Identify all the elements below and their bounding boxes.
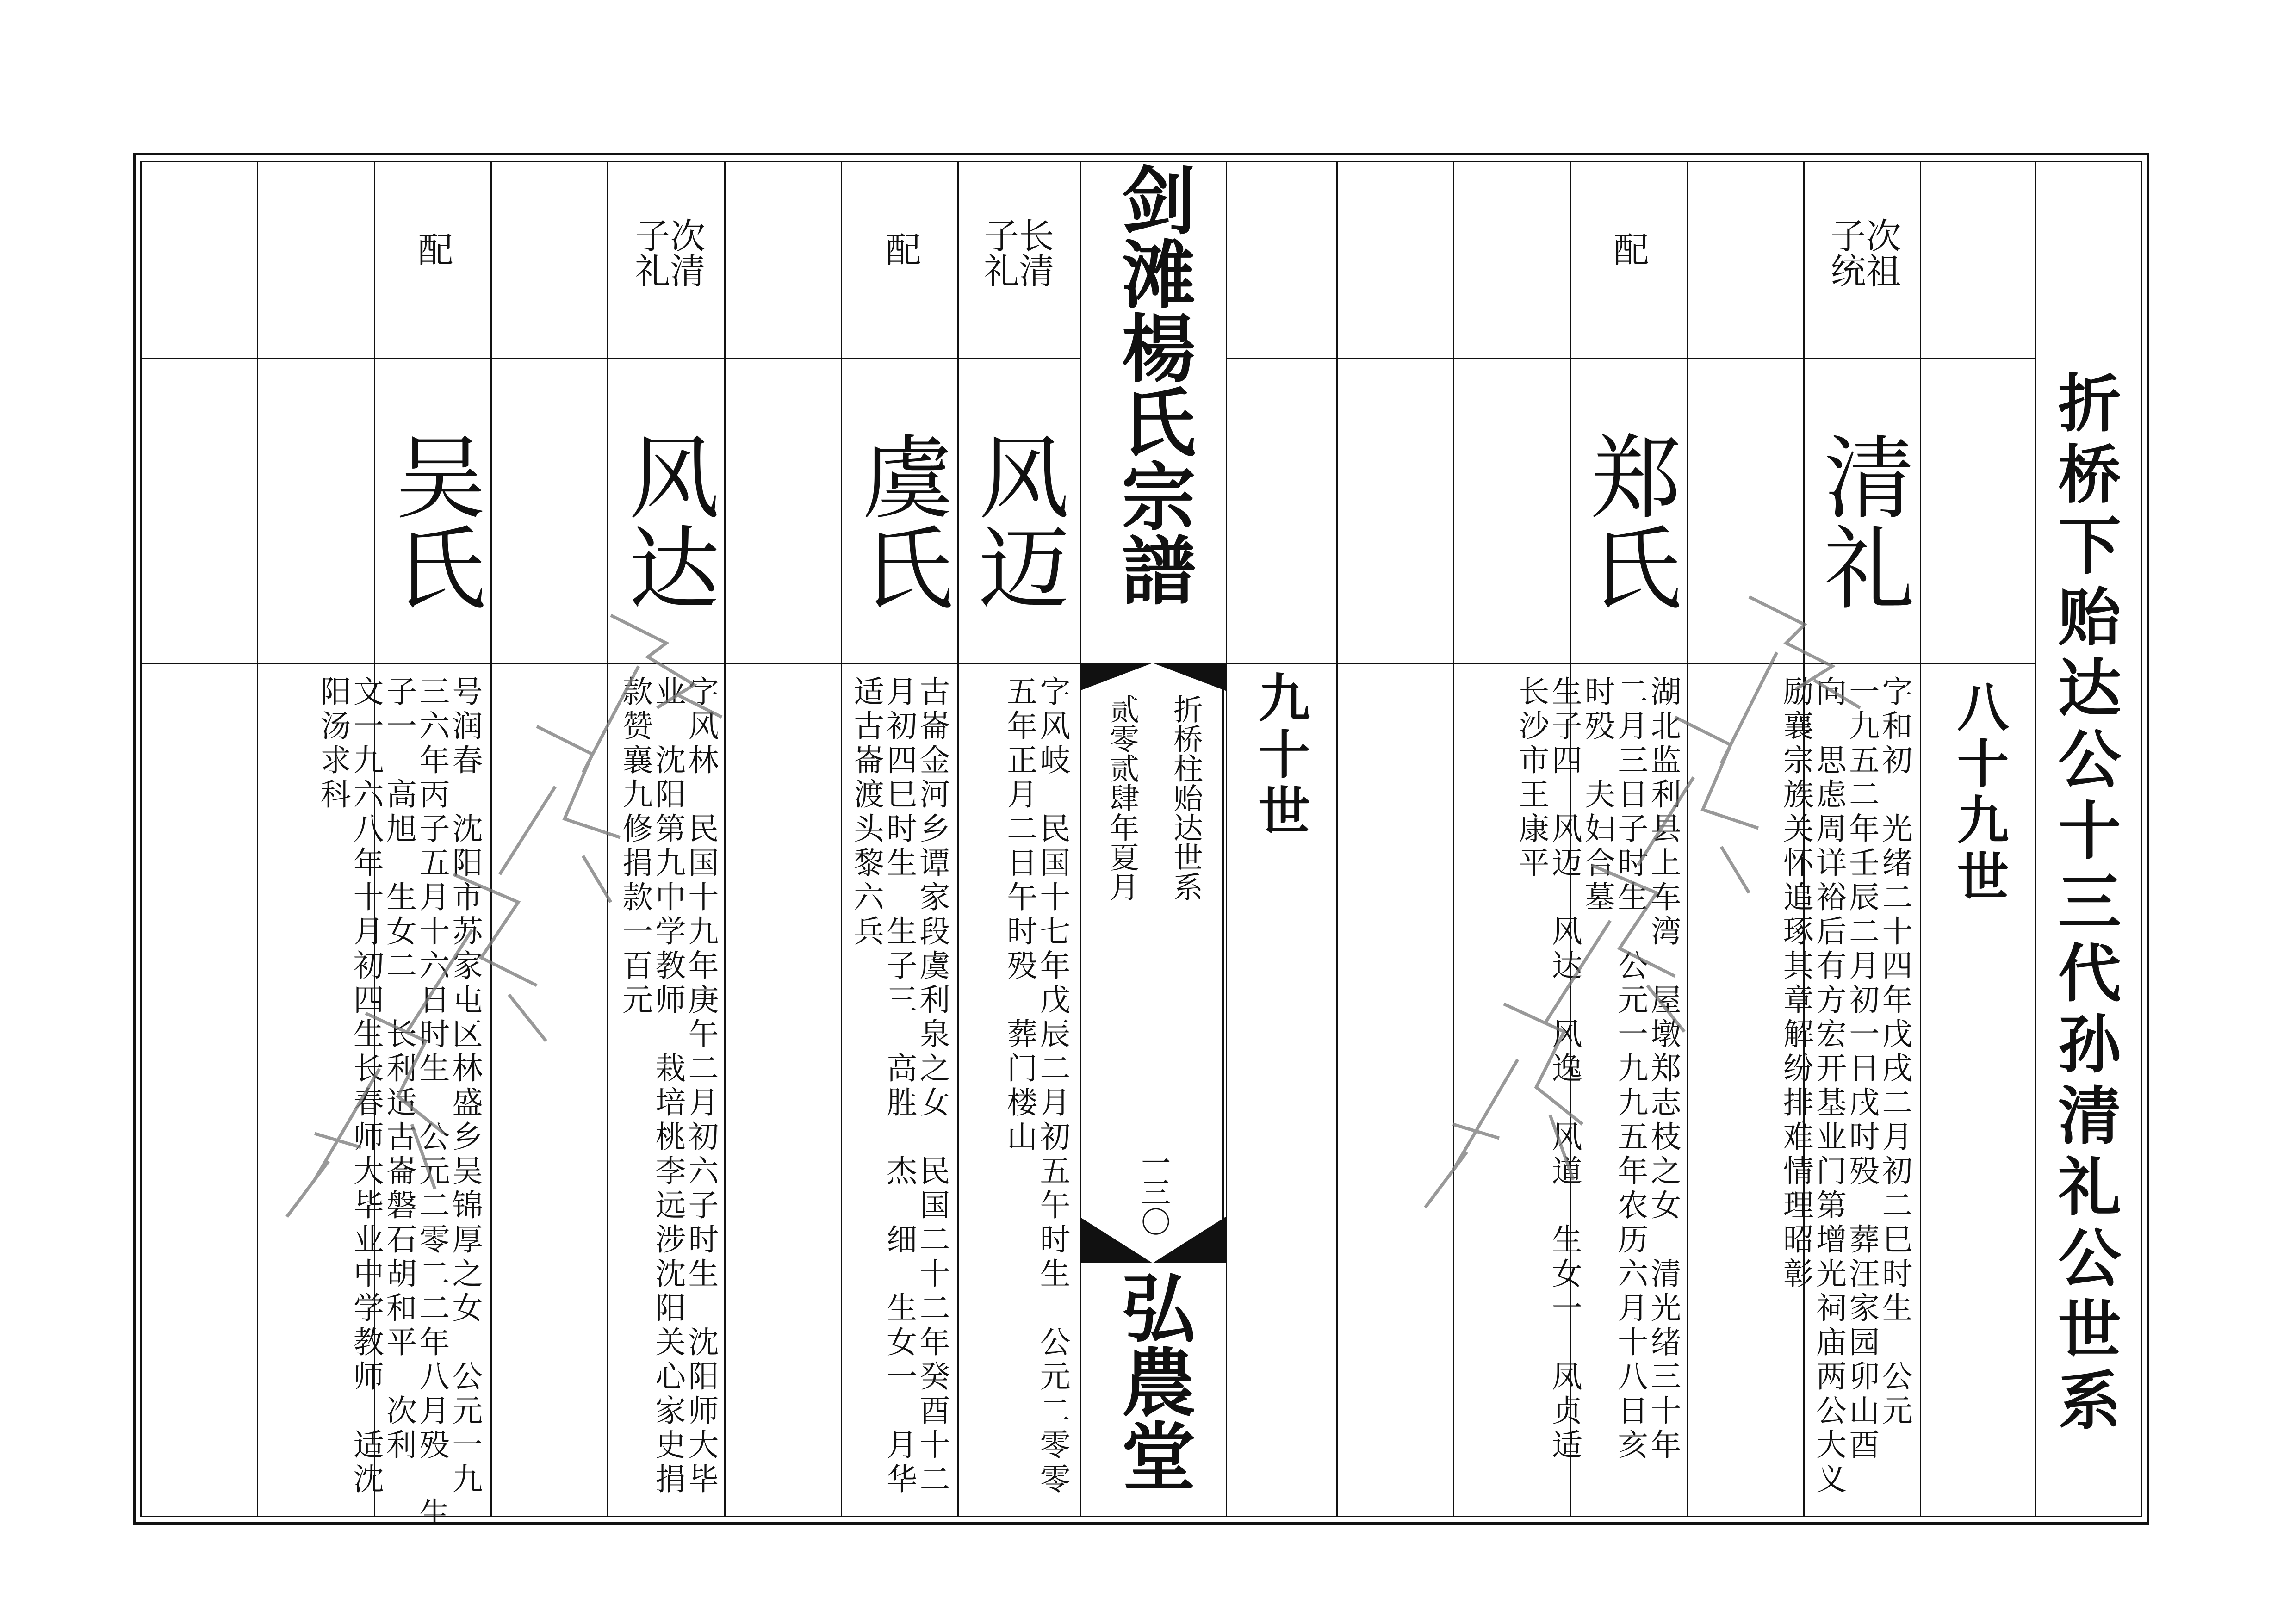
spine-top-wedge [1080, 663, 1226, 719]
column-rule [1226, 161, 1227, 1517]
column-rule [2035, 161, 2036, 1517]
name-row-rule-right [1226, 663, 2035, 664]
relation-header-yu: 配 [880, 231, 921, 266]
column-rule [724, 161, 726, 1517]
biography-zheng: 湖北监利县上车湾 屋墩郑志枝之女 清光绪三十年 二月三日子时生 公元一九九五年农历六月十八日亥 时殁 夫妇合墓 生子四 风迈 风达 风逸 风道 生女一 凤贞适 长沙市王康平 [1513, 675, 1681, 1463]
spine-page-number: 一三〇 [1136, 1147, 1170, 1236]
column-rule [1336, 161, 1338, 1517]
column-rule [490, 161, 492, 1517]
person-name-fengda: 风达 [615, 430, 716, 612]
spine-brand-bottom: 弘農堂 [1109, 1270, 1196, 1492]
relation-header-zheng: 配 [1608, 231, 1649, 266]
name-row-rule-left [140, 663, 1080, 664]
relation-header-fengda: 次清 子礼 [629, 217, 706, 288]
relation-header-wu: 配 [412, 231, 453, 266]
generation-label-89: 八十九世 [1948, 680, 2009, 906]
header-row-rule-left [140, 358, 1080, 359]
column-rule [1920, 161, 1921, 1517]
spine-branch-label: 折桥柱贻达世系 [1168, 694, 1203, 901]
spine-brand-top: 剑滩楊氏宗譜 [1109, 162, 1196, 606]
column-rule [957, 161, 959, 1517]
relation-header-qingli: 次祖 子统 [1825, 217, 1901, 288]
person-name-fengmai: 风迈 [965, 430, 1066, 612]
column-rule [1687, 161, 1688, 1517]
person-name-yu: 虞氏 [849, 430, 949, 612]
biography-fengda: 字风林 民国十九年庚午二月初六子时生 沈阳师大毕 业 沈阳第九中学教师 栽培桃李远涉沈阳关心家史捐 款赞襄九修捐款一百元 [617, 675, 719, 1497]
person-name-wu: 吴氏 [382, 430, 482, 612]
biography-yu: 古崙金河乡谭家段虞利泉之女 民国二十二年癸酉十二 月初四巳时生 生子三 高胜 杰 细 生女一 月华 适古崙渡头黎六兵 [848, 675, 950, 1497]
spine-date-label: 贰零贰肆年夏月 [1105, 694, 1139, 901]
biography-fengmai: 字风岐 民国十七年戊辰二月初五午时生 公元二零零 五年正月二日午时殁 葬门楼山 [1001, 675, 1070, 1497]
biography-wu: 号润春 沈阳市苏家屯区林盛乡吴锦厚之女 公元一九 三六年丙子五月十六日时生 公元二零二二年八月殁 生 子一 高旭 生女二 长利适古崙磐石胡和平 次利 文一九六八年十月初四生长春师大毕业中学教师 适沈 阳汤求科 [315, 675, 483, 1531]
biography-qingli: 字和初 光绪二十四年戊戌二月初二巳时生 公元 一九五二年壬辰二月初一日戌时殁 葬汪家园卯山酉 向 思虑周详裕后有方宏开基业门第增光祠庙两公大义 励襄宗族关怀追琢其章解纷排难情理昭彰 [1778, 675, 1912, 1497]
header-row-rule-right [1226, 358, 2035, 359]
relation-header-fengmai: 长清 子礼 [978, 217, 1055, 288]
person-name-qingli: 清礼 [1811, 430, 1911, 612]
person-name-zheng: 郑氏 [1577, 430, 1678, 612]
section-title: 折桥下贻达公十三代孙清礼公世系 [2047, 370, 2120, 1439]
generation-label-90: 九十世 [1250, 671, 1310, 840]
